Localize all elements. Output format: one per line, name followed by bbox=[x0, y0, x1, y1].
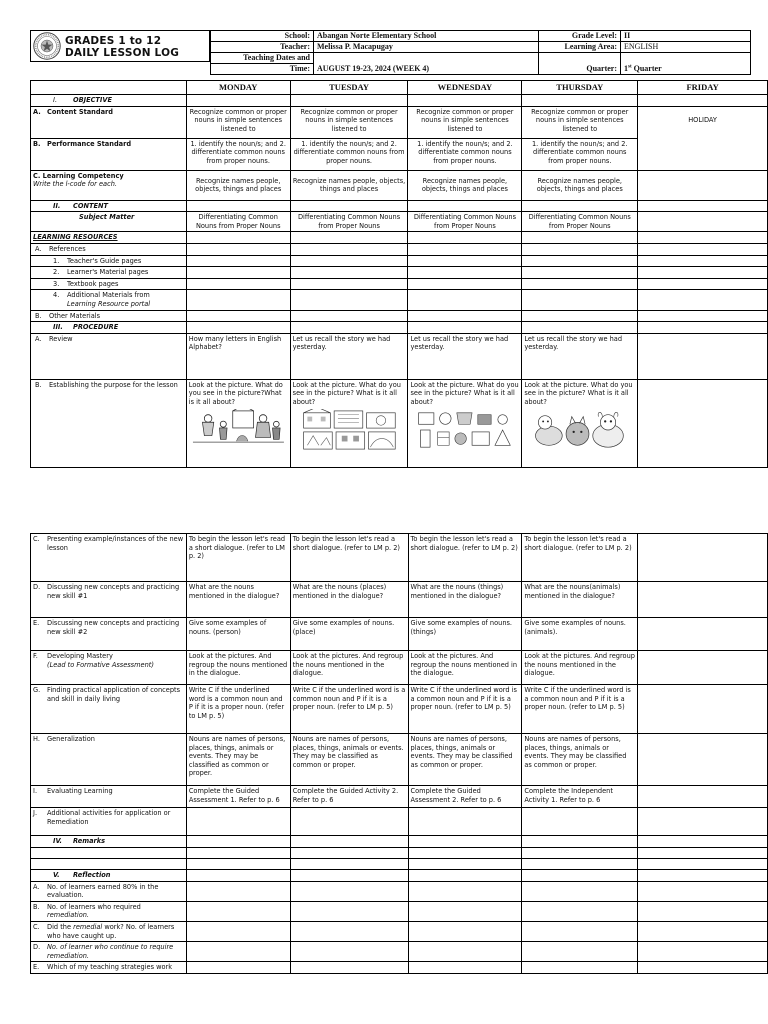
purpose-thursday: Look at the picture. What do you see in the picture? What is it all about? bbox=[522, 379, 638, 467]
generalization-monday: Nouns are names of persons, places, things, animals or events. They may be classified as common or proper. bbox=[186, 734, 290, 786]
review-thursday: Let us recall the story we had yesterday. bbox=[522, 333, 638, 379]
developing-wednesday: Look at the pictures. And regroup the nouns mentioned in the dialogue. bbox=[408, 651, 522, 685]
discussing-2-monday: Give some examples of nouns. (person) bbox=[186, 618, 290, 651]
cs-wednesday: Recognize common or proper nouns in simple sentences listened to bbox=[408, 106, 522, 138]
day-header-monday: MONDAY bbox=[186, 81, 290, 95]
learning-resources-heading: LEARNING RESOURCES bbox=[31, 232, 187, 244]
quarter-word: Quarter bbox=[633, 64, 662, 73]
remarks-heading: IV. Remarks bbox=[31, 836, 187, 848]
generalization-thursday: Nouns are names of persons, places, things, animals or events. They may be classified as common or proper. bbox=[522, 734, 638, 786]
ref-textbook: 3. Textbook pages bbox=[31, 278, 187, 290]
area-value: ENGLISH bbox=[621, 42, 751, 53]
additional-monday bbox=[186, 808, 290, 836]
discussing-1-wednesday: What are the nouns (things) mentioned in the dialogue? bbox=[408, 582, 522, 618]
teacher-value: Melissa P. Macapugay bbox=[314, 42, 539, 53]
subject-matter-label: Subject Matter bbox=[31, 212, 187, 232]
ref-teachers-guide: 1. Teacher's Guide pages bbox=[31, 255, 187, 267]
review-label: A. Review bbox=[31, 333, 187, 379]
lesson-table-2 bbox=[30, 533, 768, 974]
presenting-wednesday: To begin the lesson let's read a short dialogue. (refer to LM p. 2) bbox=[408, 534, 522, 582]
cs-thursday: Recognize common or proper nouns in simple sentences listened to bbox=[522, 106, 638, 138]
reflection-d-label: D. No. of learner who continue to require remediation. bbox=[31, 942, 187, 962]
purpose-label: B. Establishing the purpose for the lesson bbox=[31, 379, 187, 467]
presenting-thursday: To begin the lesson let's read a short dialogue. (refer to LM p. 2) bbox=[522, 534, 638, 582]
quarter-value bbox=[621, 53, 751, 75]
day-header-tuesday: TUESDAY bbox=[290, 81, 408, 95]
day-header-wednesday: WEDNESDAY bbox=[408, 81, 522, 95]
objective-heading: I. OBJECTIVE bbox=[31, 95, 187, 107]
title-line-1: GRADES 1 to 12 bbox=[65, 35, 162, 47]
lc-tuesday: Recognize names people, objects, things and places bbox=[290, 170, 408, 200]
info-table bbox=[210, 30, 751, 75]
practical-monday: Write C if the underlined word is a common noun and P if it is a proper noun. (refer to LM p. 5) bbox=[186, 685, 290, 734]
cs-monday: Recognize common or proper nouns in simple sentences listened to bbox=[186, 106, 290, 138]
day-header-friday: FRIDAY bbox=[638, 81, 768, 95]
animals-picture-icon bbox=[524, 409, 635, 451]
evaluating-label: I. Evaluating Learning bbox=[31, 786, 187, 808]
school-label: School: bbox=[211, 31, 314, 42]
quarter-num: 1 bbox=[624, 64, 628, 73]
lc-wednesday: Recognize names people, objects, things and places bbox=[408, 170, 522, 200]
reflection-b-label: B. No. of learners who required remediation. bbox=[31, 901, 187, 921]
review-monday: How many letters in English Alphabet? bbox=[186, 333, 290, 379]
discussing-2-tuesday: Give some examples of nouns. (place) bbox=[290, 618, 408, 651]
deped-seal-icon bbox=[33, 32, 61, 60]
grade-value: II bbox=[621, 31, 751, 42]
developing-thursday: Look at the pictures. And regroup the nouns mentioned in the dialogue. bbox=[522, 651, 638, 685]
teacher-label: Teacher: bbox=[211, 42, 314, 53]
reflection-heading: V. Reflection bbox=[31, 870, 187, 882]
dates-label-1: Teaching Dates and bbox=[211, 53, 314, 64]
additional-wednesday bbox=[408, 808, 522, 836]
ref-learners-material: 2. Learner's Material pages bbox=[31, 267, 187, 279]
presenting-label: C. Presenting example/instances of the new lesson bbox=[31, 534, 187, 582]
additional-activities-label: J. Additional activities for application or Remediation bbox=[31, 808, 187, 836]
developing-mastery-label: F. Developing Mastery (Lead to Formative Assessment) bbox=[31, 651, 187, 685]
purpose-tuesday: Look at the picture. What do you see in the picture? What is it all about? bbox=[290, 379, 408, 467]
logo-title-block bbox=[30, 30, 210, 62]
discussing-2-thursday: Give some examples of nouns. (animals). bbox=[522, 618, 638, 651]
friday-holiday: HOLIDAY bbox=[638, 106, 768, 170]
practical-application-label: G. Finding practical application of concepts and skill in daily living bbox=[31, 685, 187, 734]
day-header-thursday: THURSDAY bbox=[522, 81, 638, 95]
evaluating-wednesday: Complete the Guided Assessment 2. Refer to p. 6 bbox=[408, 786, 522, 808]
discussing-1-label: D. Discussing new concepts and practicing new skill #1 bbox=[31, 582, 187, 618]
purpose-monday: Look at the picture. What do you see in the picture?What is it all about? bbox=[186, 379, 290, 467]
title-line-2: DAILY LESSON LOG bbox=[65, 47, 180, 59]
evaluating-thursday: Complete the Independent Activity 1. Refer to p. 6 bbox=[522, 786, 638, 808]
ref-additional-materials: 4. Additional Materials from Learning Resource portal bbox=[31, 290, 187, 310]
practical-wednesday: Write C if the underlined word is a common noun and P if it is a proper noun. (refer to LM p. 5) bbox=[408, 685, 522, 734]
discussing-1-tuesday: What are the nouns (places) mentioned in the dialogue? bbox=[290, 582, 408, 618]
corner-cell bbox=[31, 81, 187, 95]
cs-tuesday: Recognize common or proper nouns in simple sentences listened to bbox=[290, 106, 408, 138]
ps-monday: 1. identify the noun/s; and 2. differentiate common nouns from proper nouns. bbox=[186, 138, 290, 170]
sm-wednesday: Differentiating Common Nouns from Proper Nouns bbox=[408, 212, 522, 232]
review-wednesday: Let us recall the story we had yesterday. bbox=[408, 333, 522, 379]
presenting-monday: To begin the lesson let's read a short dialogue. (refer to LM p. 2) bbox=[186, 534, 290, 582]
performance-standard-label: B. Performance Standard bbox=[31, 138, 187, 170]
evaluating-monday: Complete the Guided Assessment 1. Refer to p. 6 bbox=[186, 786, 290, 808]
review-tuesday: Let us recall the story we had yesterday. bbox=[290, 333, 408, 379]
ps-thursday: 1. identify the noun/s; and 2. differentiate common nouns from proper nouns. bbox=[522, 138, 638, 170]
content-heading: II. CONTENT bbox=[31, 200, 187, 212]
other-materials-label: B. Other Materials bbox=[31, 310, 187, 322]
dates-value: AUGUST 19-23, 2024 (WEEK 4) bbox=[314, 53, 539, 75]
places-picture-icon bbox=[293, 409, 406, 451]
lc-thursday: Recognize names people, objects, things and places bbox=[522, 170, 638, 200]
area-label: Learning Area: bbox=[539, 42, 621, 53]
lesson-table-1 bbox=[30, 80, 768, 468]
reflection-e-label: E. Which of my teaching strategies work bbox=[31, 962, 187, 974]
additional-thursday bbox=[522, 808, 638, 836]
reflection-a-label: A. No. of learners earned 80% in the evaluation. bbox=[31, 881, 187, 901]
evaluating-tuesday: Complete the Guided Activity 2. Refer to p. 6 bbox=[290, 786, 408, 808]
competency-note: Write the l-code for each. bbox=[33, 180, 117, 189]
lc-monday: Recognize names people, objects, things and places bbox=[186, 170, 290, 200]
dates-label-2: Time: bbox=[211, 64, 314, 75]
developing-monday: Look at the pictures. And regroup the nouns mentioned in the dialogue. bbox=[186, 651, 290, 685]
generalization-tuesday: Nouns are names of persons, places, things, animals or events. They may be classified as common or proper. bbox=[290, 734, 408, 786]
quarter-label: Quarter: bbox=[539, 53, 621, 75]
procedure-heading: III. PROCEDURE bbox=[31, 322, 187, 334]
generalization-wednesday: Nouns are names of persons, places, things, animals or events. They may be classified as common or proper. bbox=[408, 734, 522, 786]
generalization-label: H. Generalization bbox=[31, 734, 187, 786]
additional-tuesday bbox=[290, 808, 408, 836]
ps-wednesday: 1. identify the noun/s; and 2. differentiate common nouns from proper nouns. bbox=[408, 138, 522, 170]
sm-tuesday: Differentiating Common Nouns from Proper Nouns bbox=[290, 212, 408, 232]
family-picture-icon bbox=[189, 409, 288, 445]
developing-tuesday: Look at the pictures. And regroup the nouns mentioned in the dialogue. bbox=[290, 651, 408, 685]
discussing-1-thursday: What are the nouns(animals) mentioned in the dialogue? bbox=[522, 582, 638, 618]
content-standard-label: A. Content Standard bbox=[31, 106, 187, 138]
sm-monday: Differentiating Common Nouns from Proper Nouns bbox=[186, 212, 290, 232]
quarter-sup: st bbox=[628, 64, 632, 70]
discussing-2-label: E. Discussing new concepts and practicing new skill #2 bbox=[31, 618, 187, 651]
discussing-2-wednesday: Give some examples of nouns. (things) bbox=[408, 618, 522, 651]
sm-thursday: Differentiating Common Nouns from Proper Nouns bbox=[522, 212, 638, 232]
purpose-wednesday: Look at the picture. What do you see in the picture? What is it all about? bbox=[408, 379, 522, 467]
references-label: A. References bbox=[31, 243, 187, 255]
practical-tuesday: Write C if the underlined word is a common noun and P if it is a proper noun. (refer to LM p. 5) bbox=[290, 685, 408, 734]
document-title bbox=[65, 35, 179, 59]
school-value: Abangan Norte Elementary School bbox=[314, 31, 539, 42]
grade-label: Grade Level: bbox=[539, 31, 621, 42]
discussing-1-monday: What are the nouns mentioned in the dialogue? bbox=[186, 582, 290, 618]
presenting-tuesday: To begin the lesson let's read a short dialogue. (refer to LM p. 2) bbox=[290, 534, 408, 582]
ps-tuesday: 1. identify the noun/s; and 2. differentiate common nouns from proper nouns. bbox=[290, 138, 408, 170]
reflection-c-label: C. Did the remedial work? No. of learners who have caught up. bbox=[31, 921, 187, 941]
competency-label: C. Learning Competency Write the l-code for each. bbox=[31, 170, 187, 200]
practical-thursday: Write C if the underlined word is a common noun and P if it is a proper noun. (refer to LM p. 5) bbox=[522, 685, 638, 734]
things-picture-icon bbox=[410, 409, 519, 451]
